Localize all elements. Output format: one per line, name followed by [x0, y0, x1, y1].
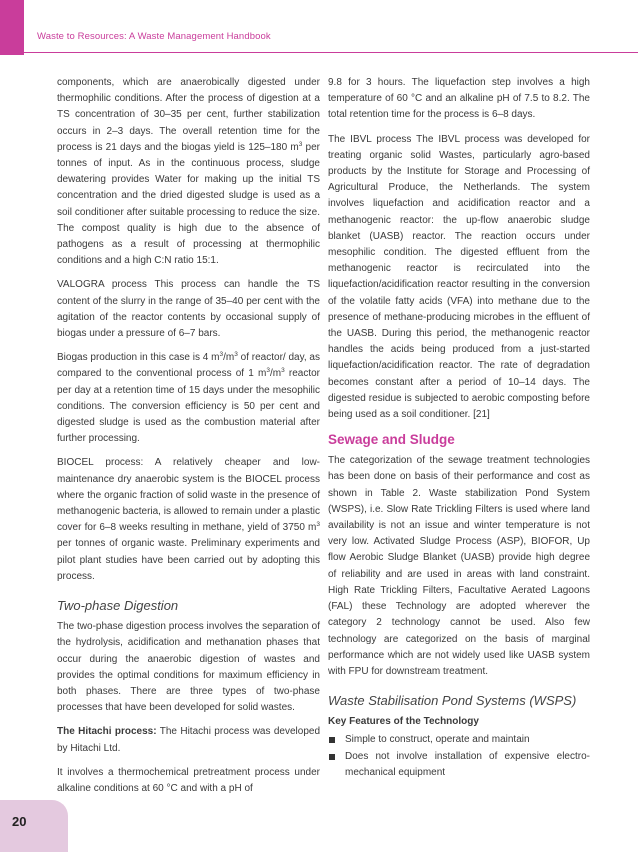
page-number: 20 [12, 814, 27, 829]
running-header-title: Waste to Resources: A Waste Management Handbook [37, 31, 271, 42]
paragraph-hitachi: The Hitachi process: The Hitachi process was developed by Hitachi Ltd. [57, 726, 321, 754]
paragraph: components, which are anaerobically digested under thermophilic conditions. After the process of digestion at a TS concentration of 30–35 per cent, further stabilization occurs in 2–3 days. The overall retention time for the process is 21 days and the biogas yield is 125–180 $m^3$ per tonnes of input. As in the continuous process, sludge dewatering provides Water for making up the initial TS concentration and the dried digested sludge is used as a soil conditioner after suitable processing to reduce the size. The compost quality is high due to the absence of pathogens as a result of processing at thermophilic conditions and a high C:N ratio 15:1. [57, 77, 320, 267]
page-number-tab [0, 800, 68, 852]
paragraph-ibvl: The IBVL process The IBVL process was developed for treating organic solid Wastes, particularly agro-based products by the Institute for Storage and Processing of Agricultural Produce, the Netherlands. The system involves liquefaction and acidification reactor and a methanogenic reactor: the up-flow anaerobic sludge blanket (UASB) reactor. The reaction occurs under mesophilic condition. The digested effluent from the methanogenic reactor is recirculated into the liquefaction/acidification reactor resulting in the conversion of the volatile fatty acids (VFA) into methane due to the presence of methane-producing microbes in the effluent of the UASB. During this period, the methanogenic reactor handles the acids being produced from a just-started liquefaction/acidification reactor. The rate of degradation becomes constant after a period of 10–14 days. The digested residue is subjected to aerobic composting before being used as a soil conditioner. [21] [328, 133, 590, 421]
paragraph-two-phase: The two-phase digestion process involves the separation of the hydrolysis, acidification and methanation phases that occur during the anaerobic digestion of wastes and provides the optimal conditions for maximum efficiency in both phases. There are three types of two-phase processes that have been developed for solid wastes. [57, 621, 320, 714]
right-column [328, 75, 590, 781]
header-rule [24, 52, 638, 53]
heading-sewage-and-sludge: Sewage and Sludge [328, 432, 455, 448]
paragraph-biogas: Biogas production in this case is 4 $m^3/m^3$ of reactor/ day, as compared to the conventional process of 1 $m^3/m^3$ reactor per day at a retention time of 15 days under the mesophilic conditions. The conversion efficiency is 50 per cent and digested sludge is used as the combustion material after further processing. [57, 351, 321, 445]
left-column [57, 75, 320, 805]
paragraph-valogra: VALOGRA process This process can handle the TS content of the slurry in the range of 35–40 per cent with the agitation of the reactor contents by occasional supply of biogas under a pressure of 6–7 bars. [57, 279, 320, 340]
paragraph-liquefaction: 9.8 for 3 hours. The liquefaction step involves a high temperature of 60 °C and an alkaline pH of 7.5 to 8.2. The total retention time for the process is 6–8 days. [328, 77, 590, 121]
list-item: Simple to construct, operate and maintain [328, 732, 590, 748]
paragraph-sewage: The categorization of the sewage treatment technologies has been done on basis of their performance and cost as shown in Table 2. Waste stabilization Pond System (WSPS), i.e. Slow Rate Trickling Filters is used where land availability is not an issue and winter temperature is not very low. Activated Sludge Process (ASP), BIOFOR, Up flow Aerobic Sludge Blanket (UASB) provide high degree of reliability and are used in areas with land constraint. High Rate Trickling Filters, Facultative Aerated Lagoons (FAL) these Technology are adopted wherever the category 2 technology cannot be used. Also few technology are categorized on the basis of marginal performance which are not widely used like UASB system with FPU for downstream treatment. [328, 455, 590, 677]
key-features-list [328, 732, 590, 781]
paragraph-pretreatment: It involves a thermochemical pretreatment process under alkaline conditions at 60 °C and with a pH of [57, 766, 320, 794]
list-item: Does not involve installation of expensive electro-mechanical equipment [328, 749, 590, 781]
subheading-wsps: Waste Stabilisation Pond Systems (WSPS) [328, 693, 577, 709]
paragraph-biocel: BIOCEL process: A relatively cheaper and low-maintenance dry anaerobic system is the BIOCEL process where the organic fraction of solid waste in the presence of methanogenic bacteria, is allowed to remain under a plastic cover for 6–8 weeks resulting in methane, yield of 3750 $m^3$ per tonnes of organic waste. Preliminary experiments and pilot plant studies have been carried out by adopting this process. [57, 457, 320, 582]
key-features-heading: Key Features of the Technology [328, 716, 479, 728]
subheading-two-phase-digestion: Two-phase Digestion [57, 598, 179, 614]
header-accent-bar [0, 0, 24, 55]
